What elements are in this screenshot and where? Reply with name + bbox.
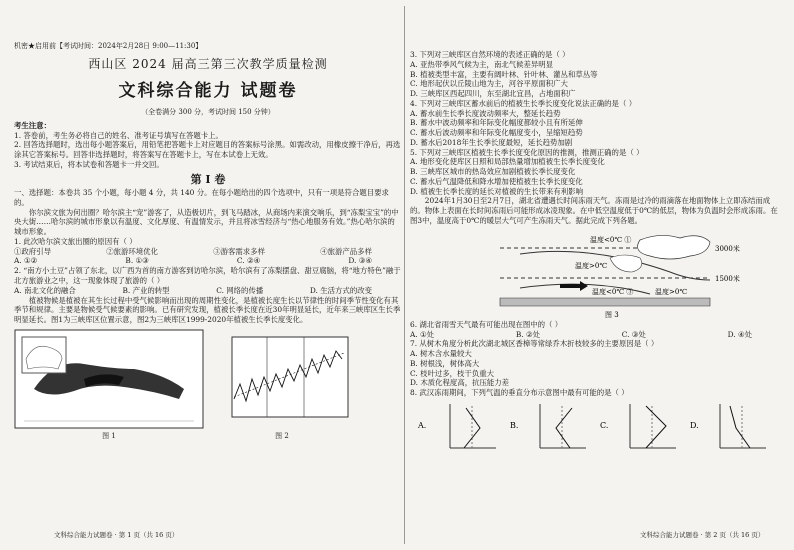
q5-c: C. 蓄水后气温降低和降水增加使植被生长季长度变化 xyxy=(410,176,583,186)
profile-a xyxy=(417,404,496,448)
three-gorges-map xyxy=(14,329,204,429)
q1-opt-2: ②旅游环境优化 xyxy=(106,246,158,256)
temperature-profiles xyxy=(410,398,782,456)
q7-b: B. 树根浅，树体高大 xyxy=(410,358,480,368)
q1-opt-4: ④旅游产品多样 xyxy=(320,246,372,256)
page-2-footer: 文科综合能力试题卷 · 第 2 页（共 16 页） xyxy=(640,531,765,540)
q1-opt-3: ③游客需求多样 xyxy=(213,246,265,256)
q3-a: A. 亚热带季风气候为主，南北气候差异明显 xyxy=(410,59,554,69)
q1-choice-b: B. ①③ xyxy=(125,256,149,266)
q6-choices xyxy=(410,330,782,340)
profile-b xyxy=(510,404,586,448)
q5-stem: 5. 下列对三峡库区植被生长季长度变化原因的推测，推测正确的是（ ） xyxy=(410,147,644,157)
q2-choice-b: B. 产业的转型 xyxy=(122,285,170,295)
passage-1: 你尔滨文旅为何出圈？哈尔滨主“宠”游客了，从造极切片，到飞马踏冰，从商场内来演交响乐，到“冻梨宝宝”的中央大街……哈尔滨的城市形象以有温度、文化厚度、有温情发示，并且将冰雪经济与“热心地服务有效。”热心哈尔滨的城市形象。 xyxy=(14,207,399,237)
q6-d: D. ④处 xyxy=(727,329,752,339)
q6-c: C. ③处 xyxy=(621,329,646,339)
label-layer-3: 温度<0℃ ③ xyxy=(592,287,634,296)
q2-choice-a: A. 南北文化的融合 xyxy=(14,285,76,295)
figure-1 xyxy=(14,329,204,441)
q6-stem: 6. 湖北省雨雪天气最有可能出现在图中的（ ） xyxy=(410,319,563,329)
height-1500: 1500米 xyxy=(715,274,740,283)
freezing-rain-diagram xyxy=(410,228,782,320)
part-title: 第 Ⅰ 卷 xyxy=(190,172,226,186)
q2-choice-d: D. 生活方式的改变 xyxy=(309,285,372,295)
q4-stem: 4. 下列对三峡库区蓄水前后的植被生长季长度变化说法正确的是（ ） xyxy=(410,98,637,108)
q7-stem: 7. 从树木角度分析此次湖北城区香樟等常绿乔木折枝较多的主要原因是（ ） xyxy=(410,339,659,349)
q6-a: A. ①处 xyxy=(410,329,435,339)
q5-b: B. 三峡库区城市的热岛效应加剧植被长季长度变化 xyxy=(410,167,576,177)
height-3000: 3000米 xyxy=(715,244,740,253)
paper-title: 文科综合能力 试题卷 xyxy=(118,81,298,102)
q1-opt-1: ①政府引导 xyxy=(14,246,51,256)
svg-text:C.: C. xyxy=(600,420,609,430)
q1-choice-d: D. ③④ xyxy=(348,256,372,266)
profile-d xyxy=(690,404,766,448)
label-layer-4: 温度>0℃ xyxy=(655,287,688,296)
svg-text:A.: A. xyxy=(418,420,427,430)
right-page xyxy=(410,0,782,550)
q1-stem: 1. 此次哈尔滨文旅出圈的原因有（ ） xyxy=(14,236,137,246)
page-divider xyxy=(404,6,405,544)
svg-text:D.: D. xyxy=(690,420,699,430)
notes-heading: 考生注意： xyxy=(14,120,51,130)
passage-3: 2024年1月30日至2月7日，湖北省遭遇长时间冻雨天气。冻雨是过冷的雨滴落在地面物体上立即冻结而成的。物体上表面在长时间冻雨后可能形成冰凌现象。在中低空温度低于0℃的低层，物体为负温时会形成冻雨。在图3中，温度高于0℃的暖层大气可产生冻雨天气。据此完成下列各题。 xyxy=(410,196,778,226)
q4-a: A. 蓄水前生长季长度波动频率大，整延长趋势 xyxy=(410,108,561,118)
fig3-caption: 图 3 xyxy=(605,310,619,319)
score-info: （全卷满分 300 分，考试时间 150 分钟） xyxy=(141,107,275,116)
q3-c: C. 地形起伏以丘陵山地为主，河谷平原面积广大 xyxy=(410,79,568,89)
q1-statements xyxy=(14,247,402,257)
q1-choices xyxy=(14,256,402,266)
figure-2 xyxy=(212,329,352,441)
q3-stem: 3. 下列对三峡库区自然环境的表述正确的是（ ） xyxy=(410,50,570,59)
passage-2: 植被物候是植被在其生长过程中受气候影响而出现的周期性变化，是植被长度生长以节律性的时间季节性变化有其季节和规律。主要是物候受气候要素的影响。已有研究发现，植被长季长度在近30年明显延长，近年来三峡库区生长季明显延长。图1为三峡库区位置示意，图2为三峡库区1999-2020年植被生长季长度变化。 xyxy=(14,295,401,325)
figures-row xyxy=(14,329,402,441)
fig1-caption: 图 1 xyxy=(102,431,116,440)
q7-c: C. 枝叶过多，枝干负重大 xyxy=(410,368,494,378)
q8-stem: 8. 武汉冻雨期间，下列气温的垂直分布示意图中最有可能的是（ ） xyxy=(410,388,629,398)
q7-a: A. 树木含水量较大 xyxy=(410,349,472,359)
q3-d: D. 三峡库区西起四川，东至湖北宜昌，占地面积广 xyxy=(410,89,576,99)
q5-d: D. 植被生长季长度的延长对植被的生长带来有利影响 xyxy=(410,186,583,196)
q4-d: D. 蓄水后2018年生长季长度最短，延长趋势加剧 xyxy=(410,137,573,147)
q3-b: B. 植被类型丰富，主要有阔叶林、针叶林、灌丛和草丛等 xyxy=(410,69,598,79)
q1-choice-a: A. ①② xyxy=(14,256,38,266)
fig2-caption: 图 2 xyxy=(275,431,289,440)
profile-c xyxy=(600,404,676,448)
page-1-footer: 文科综合能力试题卷 · 第 1 页（共 16 页） xyxy=(54,531,179,540)
q1-choice-c: C. ②④ xyxy=(236,256,261,266)
q5-a: A. 地形变化使库区日照和局部热量增加植被生长季长度变化 xyxy=(410,157,605,167)
label-layer-1: 温度<0℃ ① xyxy=(590,235,632,244)
q6-b: B. ②处 xyxy=(515,329,540,339)
note-2: 2. 回答选择题时，选出每小题答案后，用铅笔把答题卡上对应题目的答案标号涂黑。如需改动，用橡皮擦干净后，再选涂其它答案标号。回答非选择题时，将答案写在答题卡上，写在本试卷上无效。 xyxy=(14,140,401,160)
q4-b: B. 蓄水中波动频率和年际变化幅度都较小且有所延伸 xyxy=(410,118,583,128)
left-page xyxy=(14,0,402,550)
note-1: 1. 答卷前，考生务必将自己的姓名、准考证号填写在答题卡上。 xyxy=(14,130,223,140)
q2-choices xyxy=(14,286,402,296)
secret-line: 机密★启用前【考试时间：2024年2月28日 9:00—11:30】 xyxy=(14,42,203,50)
svg-text:B.: B. xyxy=(510,420,519,430)
section-intro: 一、选择题：本卷共 35 个小题，每小题 4 分，共 140 分。在每小题给出的四个选项中，只有一项是符合题目要求的。 xyxy=(14,188,389,207)
label-layer-2: 温度>0℃ xyxy=(575,261,608,270)
note-3: 3. 考试结束后，将本试卷和答题卡一并交回。 xyxy=(14,159,164,169)
q7-d: D. 木质化程度高，抗压能力差 xyxy=(410,378,510,388)
exam-title: 西山区 2024 届高三第三次教学质量检测 xyxy=(88,57,328,72)
q4-c: C. 蓄水后波动频率和年际变化幅度变小，呈缩短趋势 xyxy=(410,128,583,138)
q2-choice-c: C. 网络的传播 xyxy=(216,285,264,295)
q2-stem: 2. “南方小土豆”占领了东北，以广西为首的南方游客到访哈尔滨，哈尔滨有了冻梨摆盘、甜豆腐脑，将“地方特色”融于北方旅游业之中，这一现象体现了旅游的（ ） xyxy=(14,266,401,285)
growth-season-chart xyxy=(212,329,352,429)
